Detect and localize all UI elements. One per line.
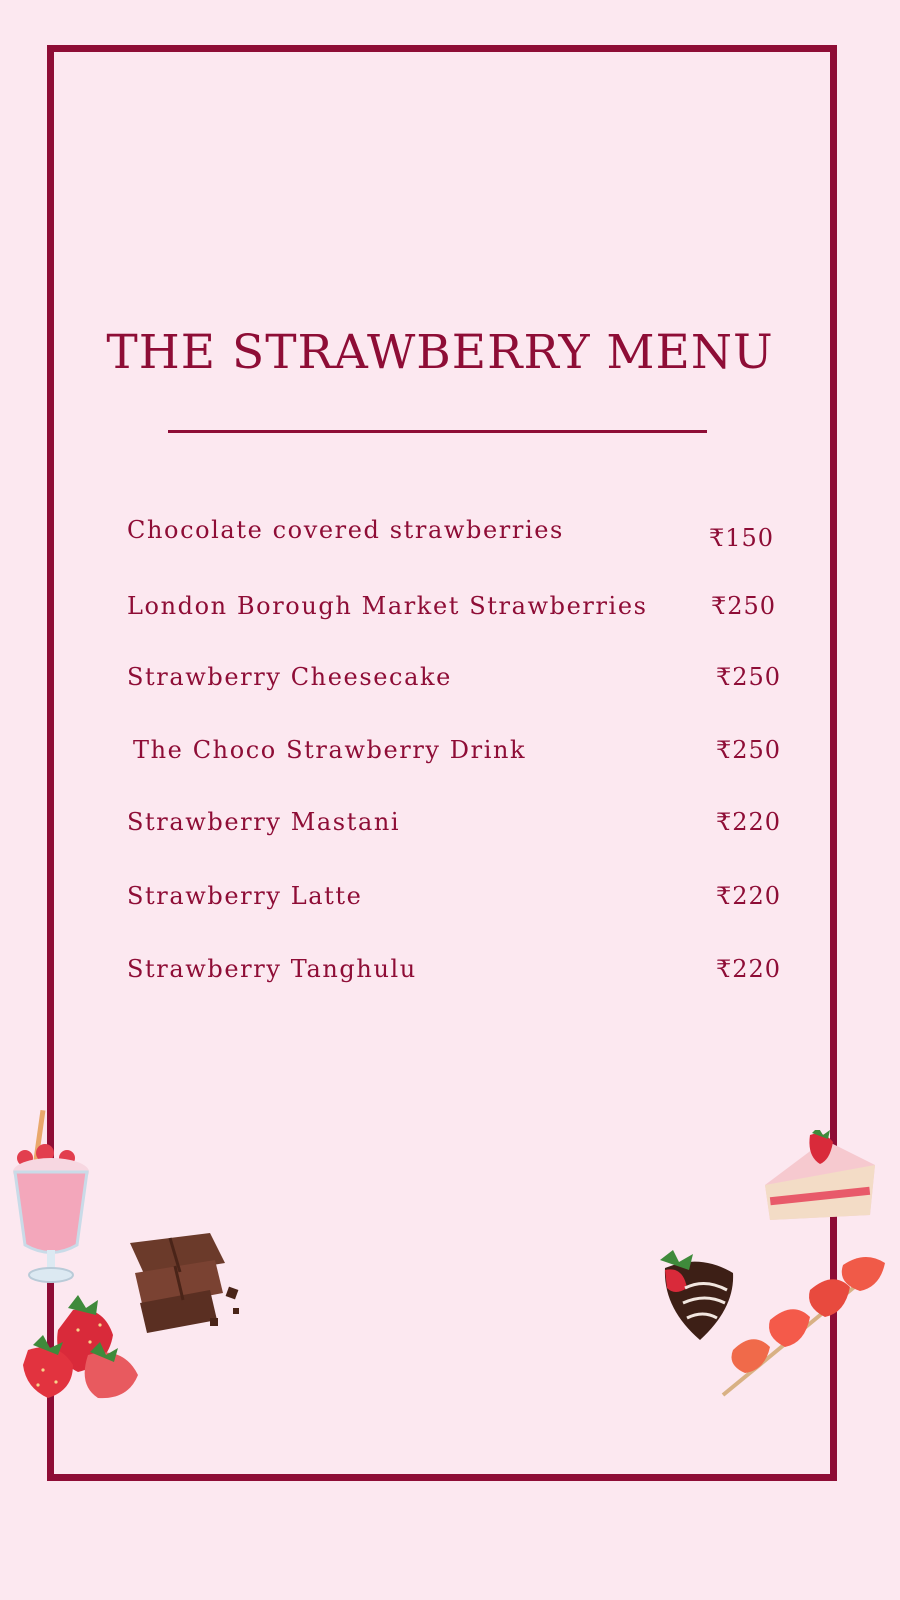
- menu-item-price: ₹250: [716, 663, 782, 691]
- tanghulu-skewer-illustration: [715, 1255, 895, 1400]
- menu-item-price: ₹250: [716, 736, 782, 764]
- menu-item-name: Strawberry Tanghulu: [127, 955, 417, 983]
- menu-item-price: ₹220: [716, 955, 782, 983]
- title-divider: [168, 430, 707, 433]
- menu-item-name: Strawberry Cheesecake: [127, 663, 452, 691]
- menu-item-name: Strawberry Mastani: [127, 808, 401, 836]
- strawberry-cake-illustration: [755, 1130, 885, 1230]
- menu-item-price: ₹150: [709, 524, 775, 552]
- milkshake-illustration: [5, 1110, 100, 1310]
- menu-item-name: London Borough Market Strawberries: [127, 592, 648, 620]
- strawberries-illustration: [18, 1290, 148, 1420]
- menu-item-name: The Choco Strawberry Drink: [133, 736, 527, 764]
- menu-title: THE STRAWBERRY MENU: [106, 325, 774, 380]
- menu-item-name: Strawberry Latte: [127, 882, 363, 910]
- menu-item-price: ₹220: [716, 808, 782, 836]
- menu-item-price: ₹220: [716, 882, 782, 910]
- menu-item-name: Chocolate covered strawberries: [127, 516, 564, 544]
- menu-item-price: ₹250: [711, 592, 777, 620]
